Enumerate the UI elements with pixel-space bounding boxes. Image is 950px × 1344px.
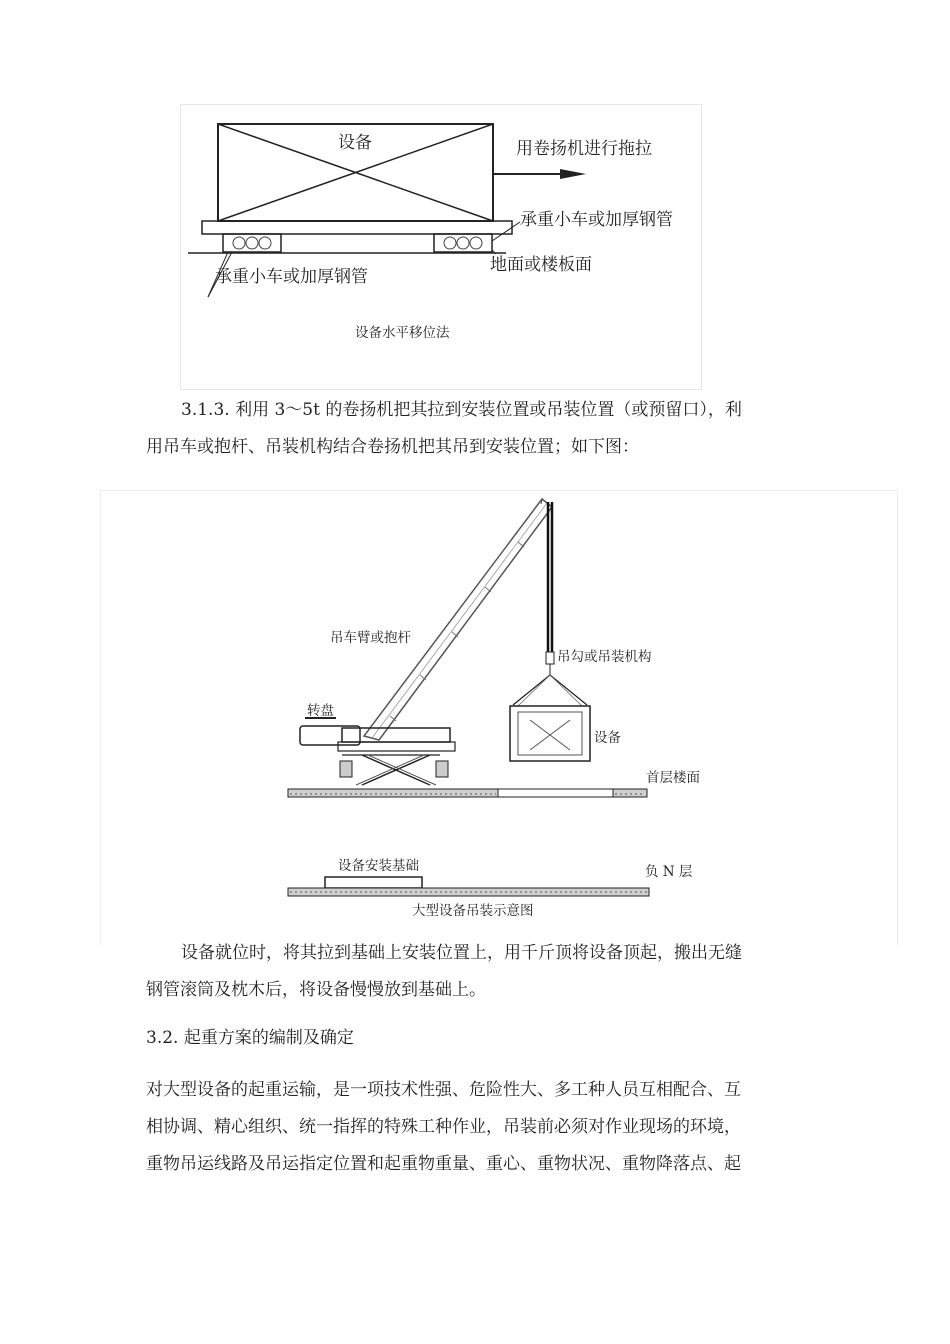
- equipment-label: 设备: [338, 133, 372, 153]
- figure-lifting-diagram: [100, 490, 898, 945]
- cart-label-left: 承重小车或加厚钢管: [215, 267, 368, 287]
- basement-slab: [288, 877, 649, 896]
- boom-label: 吊车臂或抱杆: [330, 630, 411, 646]
- section-heading-text: 3.2. 起重方案的编制及确定: [146, 1028, 354, 1048]
- suspended-equipment-label: 设备: [594, 730, 621, 746]
- paragraph-line: 钢管滚筒及枕木后，将设备慢慢放到基础上。: [146, 980, 486, 1000]
- basement-label: 负 N 层: [645, 864, 693, 880]
- section-heading-3-2: [146, 1020, 826, 1057]
- paragraph-line: 3.1.3. 利用 3～5t 的卷扬机把其拉到安装位置或吊装位置（或预留口），利: [181, 400, 742, 420]
- hoist-cable: [546, 502, 554, 675]
- paragraph-line: 相协调、精心组织、统一指挥的特殊工种作业，吊装前必须对作业现场的环境，: [146, 1117, 741, 1137]
- floor-label: 地面或楼板面: [490, 255, 592, 275]
- figure2-caption: 大型设备吊装示意图: [412, 903, 534, 919]
- first-floor-slab: [288, 789, 647, 797]
- paragraph-3-1-3: [146, 392, 826, 466]
- paragraph-line: 设备就位时，将其拉到基础上安装位置上，用千斤顶将设备顶起，搬出无缝: [181, 943, 742, 963]
- paragraph-line: 重物吊运线路及吊运指定位置和起重物重量、重心、重物状况、重物降落点、起: [146, 1154, 741, 1174]
- turntable-label: 转盘: [307, 703, 334, 719]
- foundation-label: 设备安装基础: [338, 858, 419, 874]
- crane-boom: [364, 499, 552, 740]
- cart-label-right: 承重小车或加厚钢管: [520, 210, 673, 230]
- pull-arrow: [493, 169, 586, 179]
- equipment-crate: [218, 124, 493, 221]
- figure1-caption: 设备水平移位法: [355, 325, 450, 341]
- paragraph-line: 用吊车或抱杆、吊装机构结合卷扬机把其吊到安装位置；如下图：: [146, 437, 639, 457]
- right-wheel-set: [434, 234, 492, 252]
- paragraph-lifting-plan: [146, 1072, 826, 1183]
- cart-platform: [202, 221, 512, 234]
- crane-base: [300, 726, 455, 785]
- hook-label: 吊勾或吊装机构: [557, 649, 652, 665]
- figure-horizontal-move: [180, 104, 702, 390]
- pull-label: 用卷扬机进行拖拉: [516, 139, 652, 159]
- suspended-equipment: [510, 706, 590, 761]
- paragraph-positioning: [146, 935, 826, 1009]
- first-floor-label: 首层楼面: [646, 770, 700, 786]
- left-wheel-set: [223, 234, 281, 252]
- paragraph-line: 对大型设备的起重运输，是一项技术性强、危险性大、多工种人员互相配合、互: [146, 1080, 741, 1100]
